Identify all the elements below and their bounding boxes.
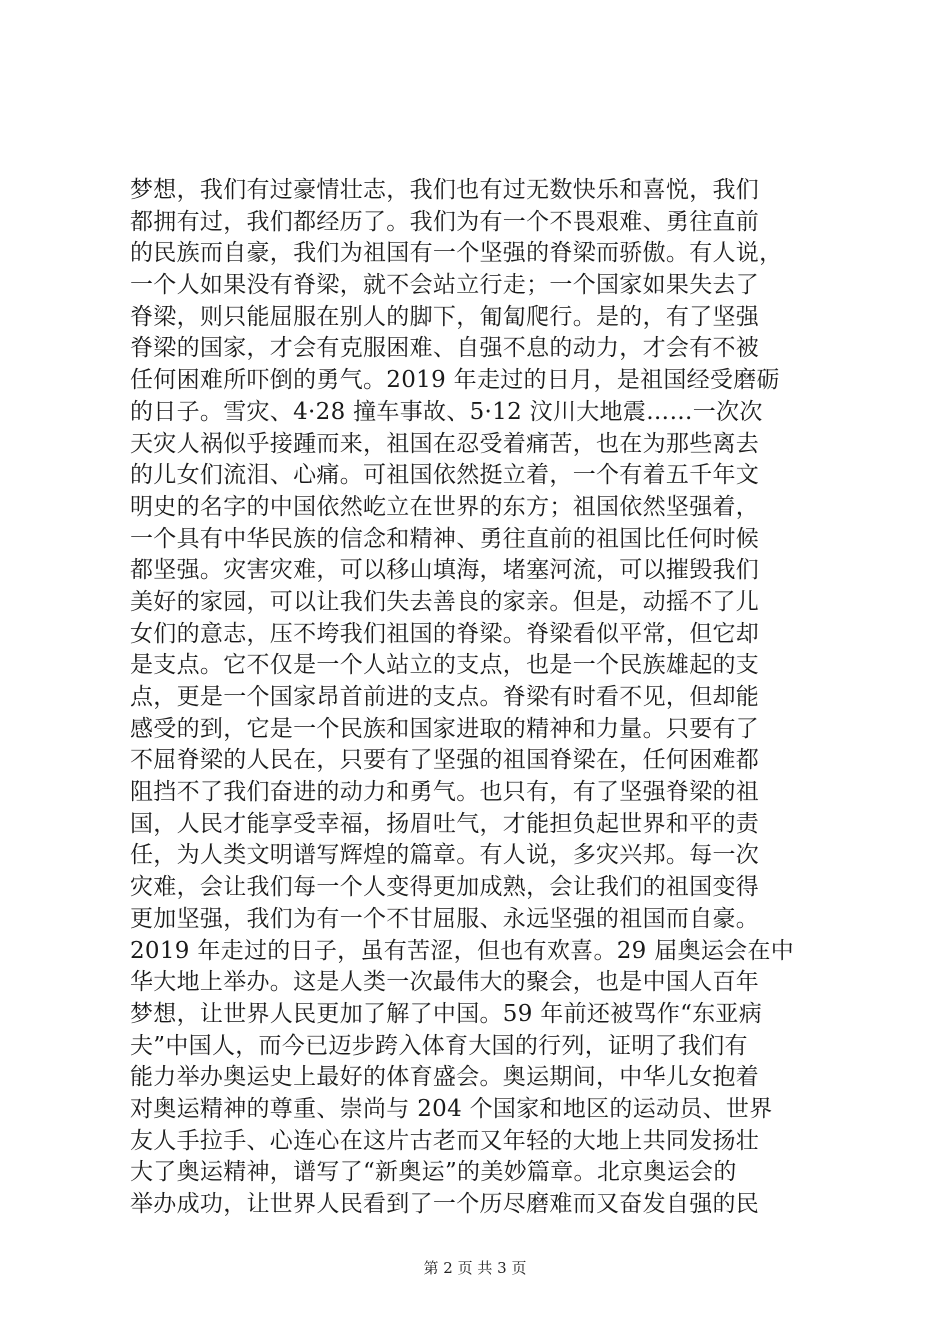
body-text	[130, 175, 830, 1221]
text-line: 都坚强。灾害灾难，可以移山填海，堵塞河流，可以摧毁我们	[130, 557, 760, 584]
text-line: 是支点。它不仅是一个人站立的支点，也是一个民族雄起的支	[130, 652, 760, 679]
text-line: 梦想，让世界人民更加了解了中国。59 年前还被骂作“东亚病	[130, 1000, 763, 1027]
text-line: 不屈脊梁的人民在，只要有了坚强的祖国脊梁在，任何困难都	[130, 747, 760, 774]
text-line: 梦想，我们有过豪情壮志，我们也有过无数快乐和喜悦，我们	[130, 177, 760, 203]
text-line: 举办成功，让世界人民看到了一个历尽磨难而又奋发自强的民	[130, 1191, 760, 1217]
text-line: 的民族而自豪，我们为祖国有一个坚强的脊梁而骄傲。有人说，	[130, 240, 783, 267]
text-line: 更加坚强，我们为有一个不甘屈服、永远坚强的祖国而自豪。	[130, 905, 760, 932]
text-line: 脊梁的国家，才会有克服困难、自强不息的动力，才会有不被	[130, 335, 760, 362]
text-line: 的儿女们流泪、心痛。可祖国依然挺立着，一个有着五千年文	[130, 462, 760, 489]
text-line: 友人手拉手、心连心在这片古老而又年轻的大地上共同发扬壮	[130, 1127, 760, 1154]
text-line: 的日子。雪灾、4·28 撞车事故、5·12 汶川大地震……一次次	[130, 398, 763, 425]
text-line: 都拥有过，我们都经历了。我们为有一个不畏艰难、勇往直前	[130, 208, 760, 235]
text-line: 灾难，会让我们每一个人变得更加成熟，会让我们的祖国变得	[130, 874, 760, 901]
text-line: 感受的到，它是一个民族和国家进取的精神和力量。只要有了	[130, 715, 760, 742]
text-line: 大了奥运精神，谱写了“新奥运”的美妙篇章。北京奥运会的	[130, 1159, 737, 1186]
text-line: 一个人如果没有脊梁，就不会站立行走；一个国家如果失去了	[130, 272, 760, 299]
text-line: 一个具有中华民族的信念和精神、勇往直前的祖国比任何时候	[130, 525, 760, 552]
text-line: 夫”中国人，而今已迈步跨入体育大国的行列，证明了我们有	[130, 1032, 748, 1059]
text-line: 点，更是一个国家昂首前进的支点。脊梁有时看不见，但却能	[130, 684, 760, 710]
text-line: 脊梁，则只能屈服在别人的脚下，匍匐爬行。是的，有了坚强	[130, 303, 760, 330]
text-line: 美好的家园，可以让我们失去善良的家亲。但是，动摇不了儿	[130, 588, 760, 615]
text-line: 任，为人类文明谱写辉煌的篇章。有人说，多灾兴邦。每一次	[130, 842, 760, 869]
text-line: 能力举办奥运史上最好的体育盛会。奥运期间，中华儿女抱着	[130, 1064, 760, 1091]
text-line: 女们的意志，压不垮我们祖国的脊梁。脊梁看似平常，但它却	[130, 620, 760, 647]
page-number-footer: 第 2 页 共 3 页	[423, 1259, 527, 1277]
text-line: 任何困难所吓倒的勇气。2019 年走过的日月，是祖国经受磨砺	[130, 367, 780, 394]
text-line: 天灾人祸似乎接踵而来，祖国在忍受着痛苦，也在为那些离去	[130, 430, 760, 457]
text-line: 国，人民才能享受幸福，扬眉吐气，才能担负起世界和平的责	[130, 810, 760, 837]
text-line: 2019 年走过的日子，虽有苦涩，但也有欢喜。29 届奥运会在中	[130, 937, 795, 964]
text-line: 明史的名字的中国依然屹立在世界的东方；祖国依然坚强着，	[130, 493, 760, 520]
text-line: 阻挡不了我们奋进的动力和勇气。也只有，有了坚强脊梁的祖	[130, 779, 760, 806]
text-line: 对奥运精神的尊重、崇尚与 204 个国家和地区的运动员、世界	[130, 1095, 773, 1122]
text-line: 华大地上举办。这是人类一次最伟大的聚会，也是中国人百年	[130, 969, 760, 996]
